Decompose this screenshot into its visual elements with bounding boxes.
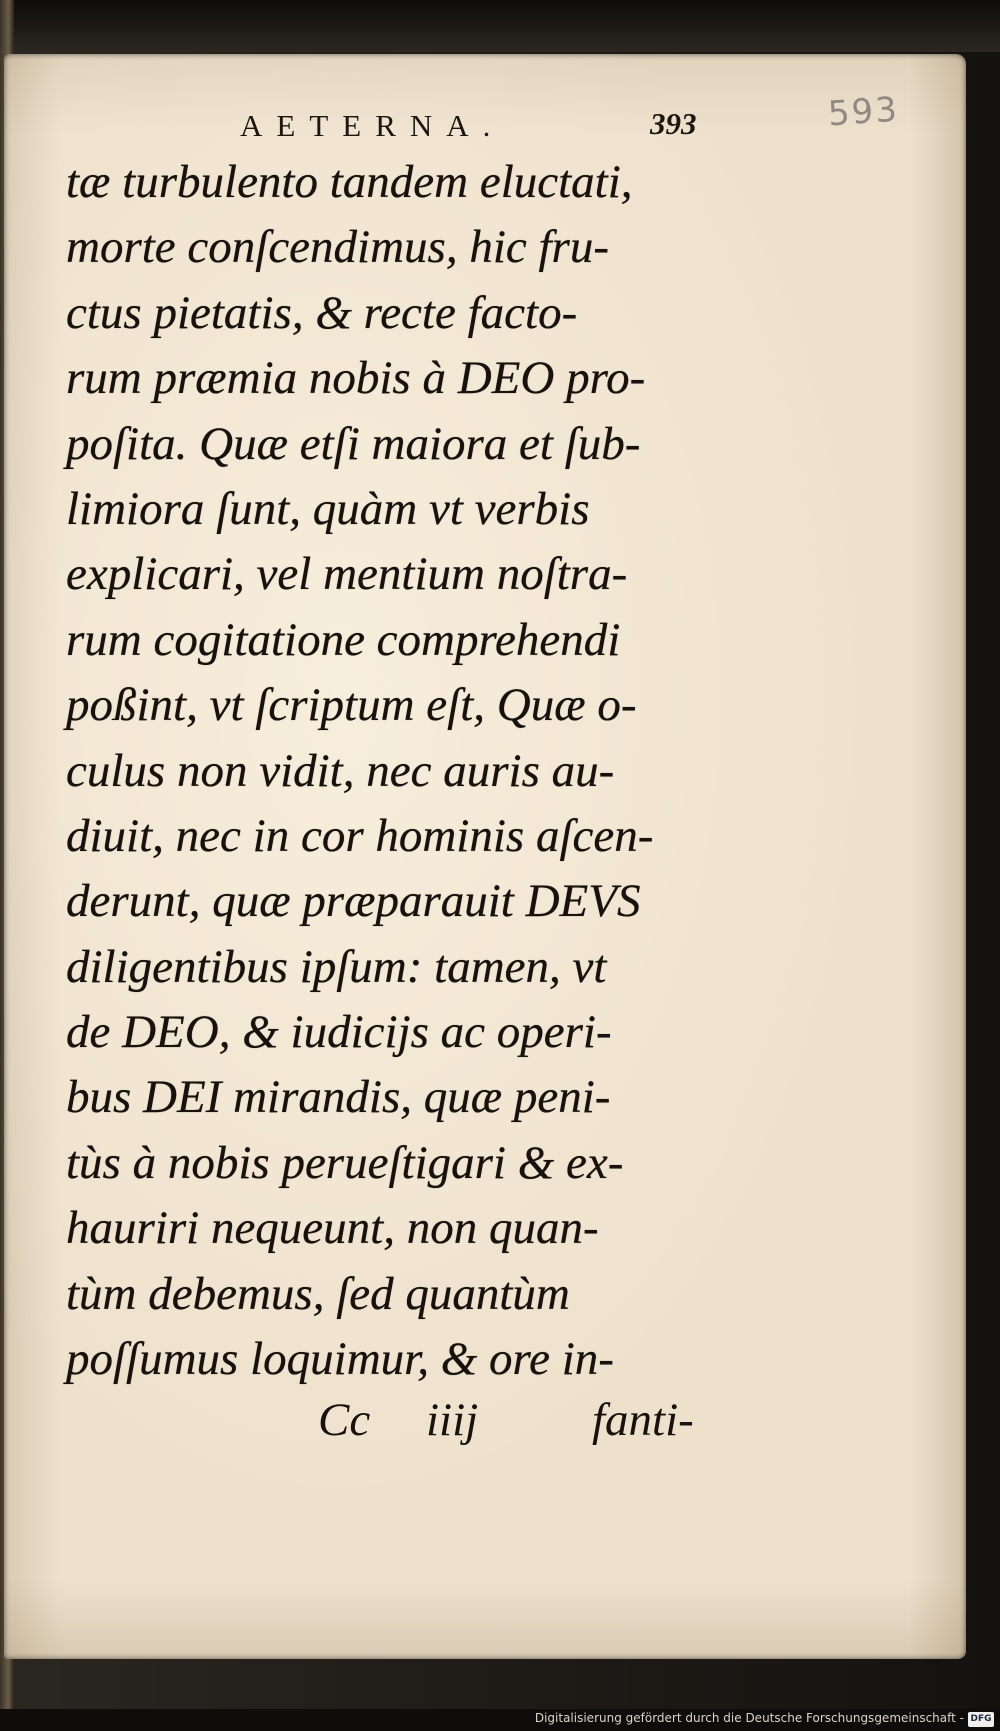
pencil-annotation: 593 xyxy=(826,89,901,135)
catchline xyxy=(0,1393,966,1453)
text-line: diuit, nec in cor hominis aſcen- xyxy=(66,809,654,862)
text-line: rum præmia nobis à DEO pro- xyxy=(66,352,646,405)
text-line: explicari, vel mentium noſtra- xyxy=(66,548,628,601)
text-line: de DEO, & iudicijs ac operi- xyxy=(66,1006,612,1059)
text-line: diligentibus ipſum: tamen, vt xyxy=(66,940,607,993)
text-line: tùm debemus, ſed quantùm xyxy=(66,1267,570,1320)
page-number: 393 xyxy=(650,106,697,141)
catchword: fanti- xyxy=(592,1394,694,1446)
body-text xyxy=(66,150,726,1392)
signature-mark: Cc xyxy=(318,1394,371,1446)
scan-top-edge xyxy=(0,0,1000,52)
text-line: poſſumus loquimur, & ore in- xyxy=(66,1333,614,1386)
running-head: AETERNA. xyxy=(240,108,505,143)
text-line: derunt, quæ præparauit DEVS xyxy=(66,875,641,928)
text-line: tæ turbulento tandem eluctati, xyxy=(66,156,633,208)
folio-mark: iiij xyxy=(426,1394,479,1446)
text-line: rum cogitatione comprehendi xyxy=(66,613,621,666)
text-line: bus DEI mirandis, quæ peni- xyxy=(66,1071,611,1124)
text-line: tùs à nobis perueſtigari & ex- xyxy=(66,1136,624,1189)
text-line: hauriri nequeunt, non quan- xyxy=(66,1202,599,1255)
text-line: morte conſcendimus, hic fru- xyxy=(66,221,610,274)
text-line: ctus pietatis, & recte facto- xyxy=(66,286,578,339)
dfg-logo: DFG xyxy=(968,1712,994,1727)
funding-credit: Digitalisierung gefördert durch die Deutsche Forschungsgemeinschaft - xyxy=(534,1711,964,1725)
text-line: limiora ſunt, quàm vt verbis xyxy=(66,482,590,535)
text-line: culus non vidit, nec auris au- xyxy=(66,744,615,797)
text-line: poſita. Quæ etſi maiora et ſub- xyxy=(66,417,641,470)
text-line: poßint, vt ſcriptum eſt, Quæ o- xyxy=(66,679,637,732)
